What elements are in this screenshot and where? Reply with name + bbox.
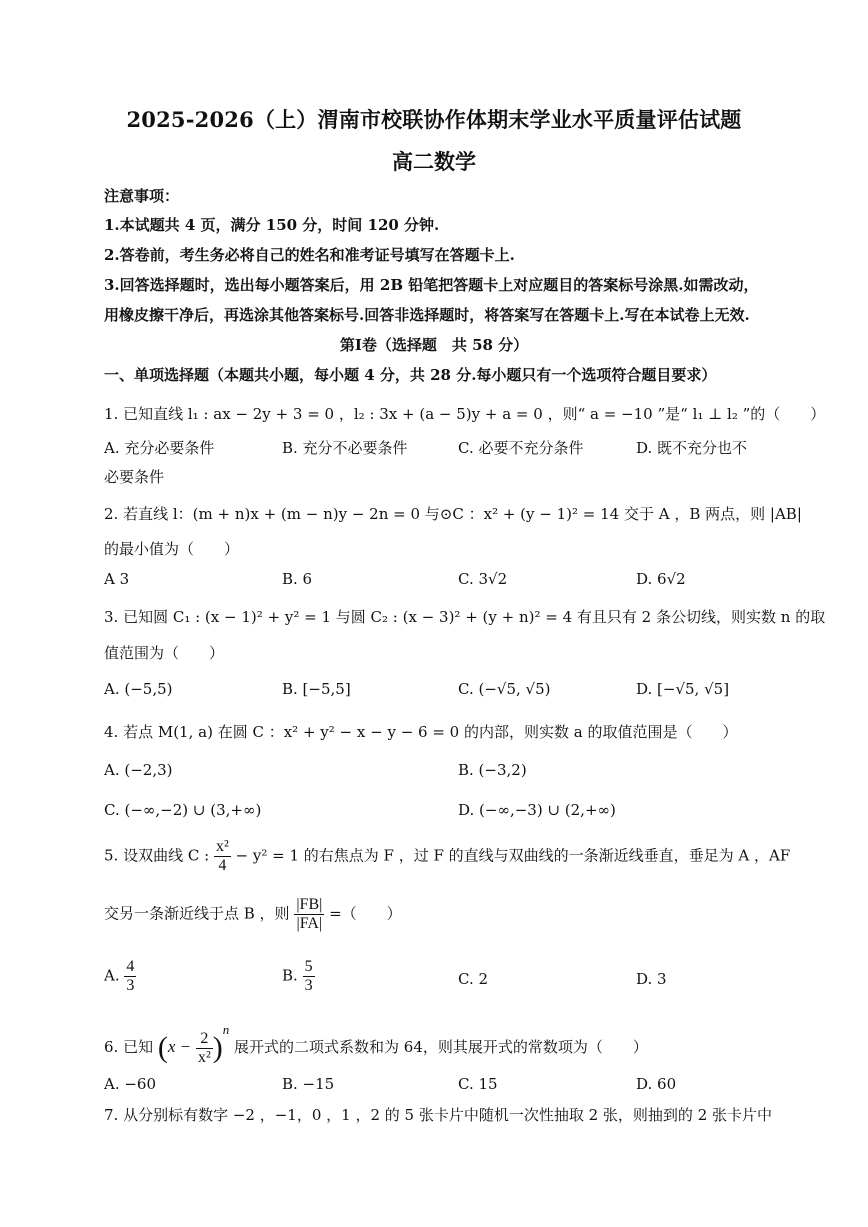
q6-expr-x: x − xyxy=(167,1037,192,1056)
q5-option-a-den: 3 xyxy=(126,977,135,994)
q6-option-b: B. −15 xyxy=(282,1075,335,1093)
question-2-cont: 的最小值为（ ） xyxy=(104,540,240,558)
q5-option-b-num: 5 xyxy=(304,958,313,975)
q6-option-a: A. −60 xyxy=(104,1075,157,1093)
question-4-stem: 4. 若点 M(1, a) 在圆 C ：x² + y² − x − y − 6 = 0 的内部，则实数 a 的取值范围是（ ） xyxy=(104,723,738,741)
q3-option-c: C. (−√5, √5) xyxy=(458,680,551,698)
q6-left-paren: ( xyxy=(157,1031,168,1064)
question-1-stem: 1. 已知直线 l₁ : ax − 2y + 3 = 0 ，l₂ : 3x + (a − 5)y + a = 0 ，则“ a = −10 ”是“ l₁ ⊥ l₂ ”的（ ） xyxy=(104,405,826,423)
q5-option-a-frac xyxy=(124,958,136,995)
question-3-stem: 3. 已知圆 C₁ : (x − 1)² + y² = 1 与圆 C₂ : (x − 3)² + (y + n)² = 4 有且只有 2 条公切线，则实数 n 的取 xyxy=(104,608,826,626)
q2-option-c: C. 3√2 xyxy=(458,570,508,588)
q2-option-a: A 3 xyxy=(104,570,130,588)
q4-option-a: A. (−2,3) xyxy=(104,761,173,779)
q6-exponent: n xyxy=(222,1022,230,1037)
q1-option-a: A. 充分必要条件 xyxy=(104,439,215,457)
q5-option-a-label: A. xyxy=(104,966,120,985)
q6-stem-a: 6. 已知 xyxy=(104,1038,154,1056)
exam-title: 2025-2026（上）渭南市校联协作体期末学业水平质量评估试题 xyxy=(126,107,742,132)
q4-option-d: D. (−∞,−3) ∪ (2,+∞) xyxy=(458,801,616,819)
q5-option-a-num: 4 xyxy=(126,958,135,975)
q5-option-d: D. 3 xyxy=(636,970,667,988)
note-2: 2.答卷前，考生务必将自己的姓名和准考证号填写在答题卡上. xyxy=(104,246,515,264)
q5-cont-b: =（ ） xyxy=(329,904,402,923)
question-7-stem: 7. 从分别标有数字 −2 ，−1，0 ，1 ，2 的 5 张卡片中随机一次性抽取 2 张，则抽到的 2 张卡片中 xyxy=(104,1106,773,1124)
q1-option-c: C. 必要不充分条件 xyxy=(458,439,584,457)
question-5-cont xyxy=(104,896,402,933)
note-3a: 3.回答选择题时，选出每小题答案后，用 2B 铅笔把答题卡上对应题目的答案标号涂黑.如需改动， xyxy=(104,276,759,294)
q5-frac-den: 4 xyxy=(218,857,227,874)
q5-option-c: C. 2 xyxy=(458,970,489,988)
q5-ratio-num: |FB| xyxy=(296,896,323,913)
q1-option-d: D. 既不充分也不 xyxy=(636,439,748,457)
q1-option-d-cont: 必要条件 xyxy=(104,468,165,486)
q5-fraction xyxy=(214,838,231,875)
q5-ratio-den: |FA| xyxy=(296,915,323,932)
note-1: 1.本试题共 4 页，满分 150 分，时间 120 分钟. xyxy=(104,216,440,234)
q3-option-b: B. [−5,5] xyxy=(282,680,351,698)
q5-option-a xyxy=(104,958,136,995)
q1-option-b: B. 充分不必要条件 xyxy=(282,439,408,457)
q3-option-d: D. [−√5, √5] xyxy=(636,680,730,698)
q2-option-d: D. 6√2 xyxy=(636,570,686,588)
q6-option-d: D. 60 xyxy=(636,1075,677,1093)
section-heading: 一、单项选择题（本题共小题，每小题 4 分，共 28 分.每小题只有一个选项符合题目要求） xyxy=(104,366,717,384)
q4-option-c: C. (−∞,−2) ∪ (3,+∞) xyxy=(104,801,262,819)
exam-subtitle: 高二数学 xyxy=(392,149,476,174)
note-3b: 用橡皮擦干净后，再选涂其他答案标号.回答非选择题时，将答案写在答题卡上.写在本试卷上无效. xyxy=(104,306,750,324)
q5-option-b-label: B. xyxy=(282,966,298,985)
q5-stem-a: 5. 设双曲线 C : xyxy=(104,846,210,865)
question-3-cont: 值范围为（ ） xyxy=(104,644,225,662)
q5-frac-num: x² xyxy=(215,838,229,855)
q6-frac-den: x² xyxy=(197,1048,211,1066)
q3-option-a: A. (−5,5) xyxy=(104,680,173,698)
question-5-stem xyxy=(104,838,790,875)
q5-option-b-den: 3 xyxy=(304,977,313,994)
q2-option-b: B. 6 xyxy=(282,570,313,588)
q6-frac-num: 2 xyxy=(196,1030,213,1049)
question-2-stem: 2. 若直线 l：(m + n)x + (m − n)y − 2n = 0 与⊙C ：x² + (y − 1)² = 14 交于 A ，B 两点，则 |AB| xyxy=(104,505,802,523)
q6-right-paren: ) xyxy=(212,1031,223,1064)
notes-heading: 注意事项： xyxy=(104,187,180,205)
q5-ratio xyxy=(294,896,324,933)
q6-stem-b: 展开式的二项式系数和为 64，则其展开式的常数项为（ ） xyxy=(234,1038,648,1056)
part-heading: 第Ⅰ卷（选择题 共 58 分） xyxy=(339,336,529,354)
q5-cont-a: 交另一条渐近线于点 B ，则 xyxy=(104,904,290,923)
q6-option-c: C. 15 xyxy=(458,1075,498,1093)
question-6-stem xyxy=(104,1022,648,1067)
q4-option-b: B. (−3,2) xyxy=(458,761,527,779)
q5-stem-b: − y² = 1 的右焦点为 F ，过 F 的直线与双曲线的一条渐近线垂直，垂足为 A ，AF xyxy=(235,846,791,865)
q5-option-b xyxy=(282,958,315,995)
q5-option-b-frac xyxy=(303,958,315,995)
q6-fraction xyxy=(196,1030,213,1067)
